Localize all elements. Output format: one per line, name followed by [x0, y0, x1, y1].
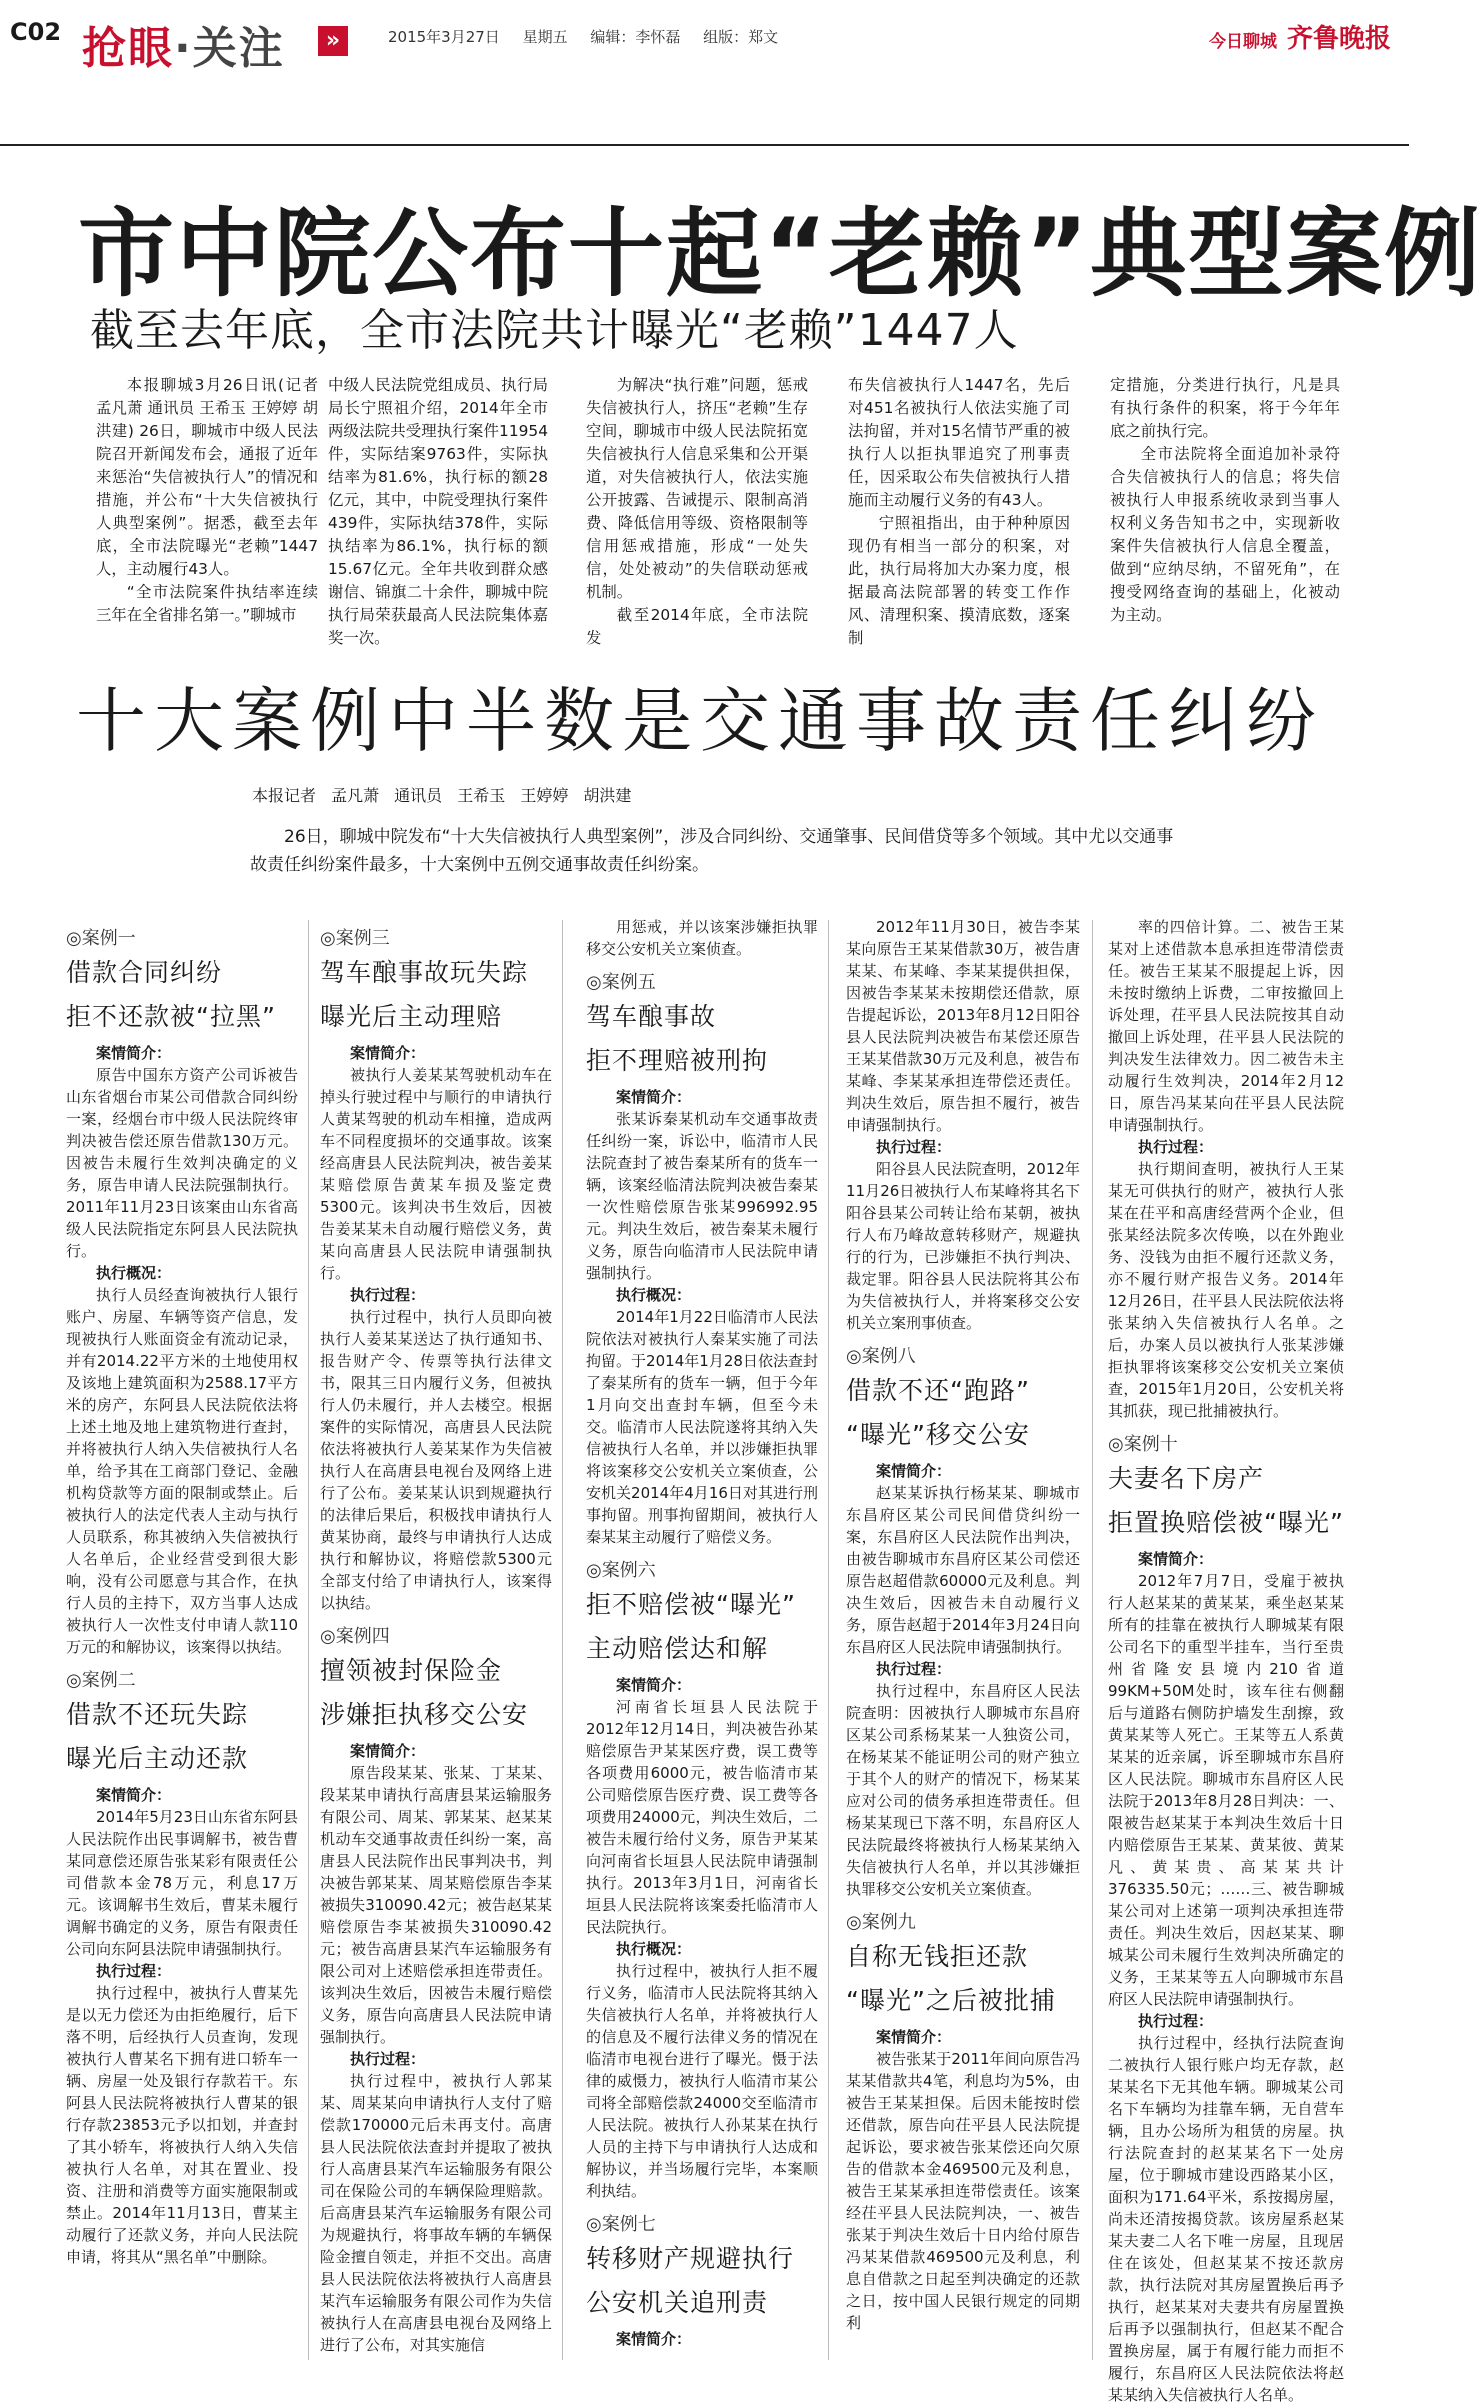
paragraph: 本报聊城3月26日讯(记者 孟凡萧 通讯员 王希玉 王婷婷 胡洪建) 26日，聊城市中级人民法院召开新闻发布会，通报了近年来惩治“失信被执行人”的情况和措施，并公布“十大失信被执行人典型案例”。据悉，截至去年底，全市法院曝光“老赖”1447人，主动履行43人。	[96, 376, 318, 578]
paragraph: 执行期间查明，被执行人王某某无可供执行的财产，被执行人张某在茌平和高唐经营两个企业，但张某经法院多次传唤，以在外跑业务、没钱为由拒不履行还款义务，亦不履行财产报告义务。2014年12月26日，茌平县人民法院依法将张某纳入失信被执行人名单。之后，办案人员以被执行人张某涉嫌拒执罪将该案移交公安机关立案侦查，2015年1月20日，公安机关将其抓获，现已批捕被执行。	[1108, 1160, 1344, 1420]
case-tag: ◎案例五	[586, 972, 656, 993]
paragraph: 宁照祖指出，由于种种原因现仍有相当一部分的积案，对此，执行局将加大办案力度，根据最高法院部署的转变工作作风、清理积案、摸清底数，逐案制	[848, 514, 1070, 647]
cases-column-4	[846, 916, 1080, 2371]
paragraph: 阳谷县人民法院查明，2012年11月26日被执行人布某峰将其名下阳谷县某公司转让给布某朝，被执行人布乃峰故意转移财产，规避执行的行为，已涉嫌拒不执行判决、裁定罪。阳谷县人民法院将其公布为失信被执行人，并将案移交公安机关立案刑事侦查。	[846, 1160, 1080, 1332]
case-label: 案情简介：	[96, 1044, 172, 1062]
case-label: 案情简介：	[616, 1088, 692, 1106]
section-2-headline: 十大案例中半数是交通事故责任纠纷	[76, 680, 1324, 762]
header-rule	[0, 144, 1409, 146]
intro-column-2	[328, 374, 548, 650]
case-label: 执行概况：	[616, 1286, 692, 1304]
case-label: 执行过程：	[876, 1138, 952, 1156]
case-title: 擅领被封保险金	[320, 1656, 503, 1685]
paragraph: 2014年5月23日山东省东阿县人民法院作出民事调解书，被告曹某同意偿还原告张某彩有限责任公司借款本金78万元，利息17万元。该调解书生效后，曹某未履行调解书确定的义务，原告有限责任公司向东阿县法院申请强制执行。	[66, 1808, 298, 1958]
paragraph: 布失信被执行人1447名，先后对451名被执行人依法实施了司法拘留，并对15名情节严重的被执行人以拒执罪追究了刑事责任，因采取公布失信被执行人措施而主动履行义务的有43人。	[848, 376, 1070, 509]
case-title: 借款不还“跑路”	[846, 1376, 1030, 1405]
case-label: 执行概况：	[96, 1264, 172, 1282]
case-title: 转移财产规避执行	[586, 2244, 795, 2273]
case-label: 案情简介：	[350, 1742, 426, 1760]
case-label: 案情简介：	[1138, 1550, 1214, 1568]
case-label: 案情简介：	[96, 1786, 172, 1804]
paragraph: 执行过程中，东昌府区人民法院查明：因被执行人聊城市东昌府区某公司系杨某某一人独资公司，在杨某某不能证明公司的财产独立于其个人的财产的情况下，杨某某应对公司的债务承担连带责任。但杨某某现已下落不明，东昌府区人民法院最终将被执行人杨某某纳入失信被执行人名单，并以其涉嫌拒执罪移交公安机关立案侦查。	[846, 1682, 1080, 1898]
case-title: 自称无钱拒还款	[846, 1942, 1029, 1971]
case-tag: ◎案例八	[846, 1346, 916, 1367]
column-rule	[1092, 920, 1093, 2360]
case-title: 拒不赔偿被“曝光”	[586, 1590, 796, 1619]
case-label: 执行概况：	[616, 1940, 692, 1958]
newspaper-brand	[1209, 18, 1391, 55]
page-header	[0, 0, 1409, 150]
section-name-dot: ·	[174, 23, 193, 74]
paragraph: 2012年7月7日，受雇于被执行人赵某某的黄某某，乘坐赵某某所有的挂靠在被执行人聊城某有限公司名下的重型半挂车，当行至贵州省隆安县境内210省道99KM+50M处时，该车往右侧翻后与道路右侧防护墙发生刮擦，致黄某某等人死亡。王某等五人系黄某某的近亲属，诉至聊城市东昌府区人民法院。聊城市东昌府区人民法院于2013年8月28日判决：一、限被告赵某某于本判决生效后十日内赔偿原告王某某、黄某彼、黄某凡、黄某贵、高某某共计376335.50元；……三、被告聊城某公司对上述第一项判决承担连带责任。判决生效后，因赵某某、聊城某公司未履行生效判决所确定的义务，王某某等五人向聊城市东昌府区人民法院申请强制执行。	[1108, 1572, 1344, 2008]
case-tag: ◎案例三	[320, 928, 390, 949]
section-2-byline: 本报记者 孟凡萧 通讯员 王希玉 王婷婷 胡洪建	[252, 786, 632, 805]
cases-column-3	[586, 916, 818, 2371]
case-title: 夫妻名下房产	[1108, 1464, 1265, 1493]
case-title: 涉嫌拒执移交公安	[320, 1700, 529, 1729]
paragraph: 中级人民法院党组成员、执行局局长宁照祖介绍，2014年全市两级法院共受理执行案件11954件，实际结案9763件，实际执结率为81.6%，执行标的额28亿元，其中，中院受理执行案件439件，实际执结378件，实际执结率为86.1%，执行标的额15.67亿元。全年共收到群众感谢信、锦旗二十余件，聊城中院执行局荣获最高人民法院集体嘉奖一次。	[328, 376, 548, 647]
case-title: 驾车酿事故	[586, 1002, 717, 1031]
cases-column-1	[66, 916, 298, 2371]
paragraph: 执行过程中，被执行人拒不履行义务，临清市人民法院将其纳入失信被执行人名单，并将被执行人的信息及不履行法律义务的情况在临清市电视台进行了曝光。慑于法律的威慑力，被执行人临清市某公司将全部赔偿款24000交至临清市人民法院。被执行人孙某某在执行人员的主持下与申请执行人达成和解协议，并当场履行完毕，本案顺利执结。	[586, 1962, 818, 2200]
cases-column-2	[320, 916, 552, 2371]
case-label: 案情简介：	[350, 1044, 426, 1062]
column-rule	[308, 920, 309, 2360]
intro-column-1	[96, 374, 318, 627]
paragraph: 被告张某于2011年间向原告冯某某借款共4笔，利息均为5%，由被告王某某担保。后因未能按时偿还借款，原告向茌平县人民法院提起诉讼，要求被告张某偿还向欠原告的借款本金469500元及利息，被告王某某承担连带偿责任。该案经茌平县人民法院判决，一、被告张某于判决生效后十日内给付原告冯某某借款469500元及利息，利息自借款之日起至判决确定的还款之日，按中国人民银行规定的同期利	[846, 2050, 1080, 2332]
case-label: 执行过程：	[1138, 2012, 1214, 2030]
paragraph: 执行过程中，执行人员即向被执行人姜某某送达了执行通知书、报告财产令、传票等执行法律文书，限其三日内履行义务，但被执行人仍未履行，并人去楼空。根据案件的实际情况，高唐县人民法院依法将被执行人姜某某作为失信被执行人在高唐县电视台及网络上进行了公布。姜某某认识到规避执行的法律后果后，积极找申请执行人黄某协商，最终与申请执行人达成执行和解协议，将赔偿款5300元全部支付给了申请执行人，该案得以执结。	[320, 1308, 552, 1612]
paragraph: 执行过程中，经执行法院查询二被执行人银行账户均无存款，赵某某名下无其他车辆。聊城某公司名下车辆均为挂靠车辆，无自营车辆，且办公场所为租赁的房屋。执行法院查封的赵某某名下一处房屋，位于聊城市建设西路某小区，面积为171.64平米，系按揭房屋，尚未还清按揭贷款。该房屋系赵某某夫妻二人名下唯一房屋，且现居住在该处，但赵某某不按还款房款，执行法院对其房屋置换后再予执行，赵某某对夫妻共有房屋置换后再予以强制执行，但赵某不配合置换房屋，属于有履行能力而拒不履行，东昌府区人民法院依法将赵某某纳入失信被执行人名单。	[1108, 2034, 1344, 2404]
paragraph: 河南省长垣县人民法院于2012年12月14日，判决被告孙某赔偿原告尹某某医疗费，误工费等各项费用6000元，被告临清市某公司赔偿原告医疗费、误工费等各项费用24000元，判决生效后，二被告未履行给付义务，原告尹某某向河南省长垣县人民法院申请强制执行。2013年3月1日，河南省长垣县人民法院将该案委托临清市人民法院执行。	[586, 1698, 818, 1936]
case-label: 执行过程：	[876, 1660, 952, 1678]
case-title: “曝光”移交公安	[846, 1420, 1030, 1449]
paragraph: 原告段某某、张某、丁某某、段某某申请执行高唐县某运输服务有限公司、周某、郭某某、赵某某机动车交通事故责任纠纷一案，高唐县人民法院作出民事判决书，判决被告郭某某、周某赔偿原告李某被损失310090.42元；被告赵某某赔偿原告李某被损失310090.42元；被告高唐县某汽车运输服务有限公司对上述赔偿承担连带责任。该判决生效后，因被告未履行赔偿义务，原告向高唐县人民法院申请强制执行。	[320, 1764, 552, 2046]
case-label: 案情简介：	[616, 2330, 692, 2348]
case-title: “曝光”之后被批捕	[846, 1986, 1056, 2015]
case-tag: ◎案例二	[66, 1670, 136, 1691]
section-2-lead: 26日，聊城中院发布“十大失信被执行人典型案例”，涉及合同纠纷、交通肇事、民间借贷等多个领域。其中尤以交通事故责任纠纷案件最多，十大案例中五例交通事故责任纠纷案。	[250, 827, 1174, 875]
issue-meta: 2015年3月27日 星期五 编辑：李怀磊 组版：郑文	[388, 28, 779, 46]
paragraph: 截至2014年底，全市法院发	[586, 606, 808, 647]
paragraph: 2014年1月22日临清市人民法院依法对被执行人秦某实施了司法拘留。于2014年1月28日依法查封了秦某所有的货车一辆，但于今年1月向交出查封车辆，但至今未交。临清市人民法院遂将其纳入失信被执行人名单，并以涉嫌拒执罪将该案移交公安机关立案侦查，公安机关2014年4月16日对其进行刑事拘留。刑事拘留期间，被执行人秦某某主动履行了赔偿义务。	[586, 1308, 818, 1546]
case-label: 执行过程：	[1138, 1138, 1214, 1156]
paragraph: 全市法院将全面追加补录符合失信被执行人的信息；将失信被执行人申报系统收录到当事人权利义务告知书之中，实现新收案件失信被执行人信息全覆盖，做到“应纳尽纳，不留死角”，在搜受网络查询的基础上，化被动为主动。	[1110, 445, 1340, 624]
paragraph: “全市法院案件执结率连续三年在全省排名第一。”聊城市	[96, 583, 318, 624]
paragraph: 被执行人姜某某驾驶机动车在掉头行驶过程中与顺行的申请执行人黄某驾驶的机动车相撞，造成两车不同程度损坏的交通事故。该案经高唐县人民法院判决，被告姜某某赔偿原告黄某车损及鉴定费5300元。该判决书生效后，因被告姜某某未自动履行赔偿义务，黄某向高唐县人民法院申请强制执行。	[320, 1066, 552, 1282]
case-label: 执行过程：	[350, 1286, 426, 1304]
case-tag: ◎案例九	[846, 1912, 916, 1933]
case-tag: ◎案例七	[586, 2214, 656, 2235]
main-headline: 市中院公布十起“老赖”典型案例	[78, 198, 1482, 310]
case-title: 拒不理赔被刑拘	[586, 1046, 769, 1075]
case-tag: ◎案例六	[586, 1560, 656, 1581]
paragraph: 张某诉秦某机动车交通事故责任纠纷一案，诉讼中，临清市人民法院查封了被告秦某所有的货车一辆，该案经临清法院判决被告秦某一次性赔偿原告张某996992.95元。判决生效后，被告秦某未履行义务，原告向临清市人民法院申请强制执行。	[586, 1110, 818, 1282]
case-label: 案情简介：	[876, 2028, 952, 2046]
case-label: 执行过程：	[350, 2050, 426, 2068]
case-tag: ◎案例一	[66, 928, 136, 949]
column-rule	[562, 920, 563, 2360]
case-title: 拒置换赔偿被“曝光”	[1108, 1508, 1344, 1537]
section-name-red: 抢眼	[82, 23, 174, 74]
cases-column-5	[1108, 916, 1344, 2404]
paragraph: 为解决“执行难”问题，惩戒失信被执行人，挤压“老赖”生存空间，聊城市中级人民法院拓宽失信被执行人信息采集和公开渠道，对失信被执行人，依法实施公开披露、告诫提示、限制高消费、降低信用等级、资格限制等信用惩戒措施，形成“一处失信，处处被动”的失信联动惩戒机制。	[586, 376, 808, 601]
paragraph: 执行过程中，被执行人曹某先是以无力偿还为由拒绝履行，后下落不明，后经执行人员查询，发现被执行人曹某名下拥有进口轿车一辆、房屋一处及银行存款若干。东阿县人民法院将被执行人曹某的银行存款23853元予以扣划，并查封了其小轿车，将被执行人纳入失信被执行人名单，对其在置业、投资、注册和消费等方面实施限制或禁止。2014年11月13日，曹某主动履行了还款义务，并向人民法院申请，将其从“黑名单”中删除。	[66, 1984, 298, 2266]
case-label: 执行过程：	[96, 1962, 172, 1980]
brand-city: 今日聊城	[1208, 32, 1277, 52]
paragraph: 原告中国东方资产公司诉被告山东省烟台市某公司借款合同纠纷一案，经烟台市中级人民法院终审判决被告偿还原告借款130万元。因被告未履行生效判决确定的义务，原告申请人民法院强制执行。2011年11月23日该案由山东省高级人民法院指定东阿县人民法院执行。	[66, 1066, 298, 1260]
intro-column-3	[586, 374, 808, 650]
paragraph: 赵某某诉执行杨某某、聊城市东昌府区某公司民间借贷纠纷一案，东昌府区人民法院作出判决，由被告聊城市东昌府区某公司偿还原告赵超借款60000元及利息。判决生效后，因被告未自动履行义务，原告赵超于2014年3月24日向东昌府区人民法院申请强制执行。	[846, 1484, 1080, 1656]
paragraph: 执行过程中，被执行人郭某某、周某某向申请执行人支付了赔偿款170000元后未再支付。高唐县人民法院依法查封并提取了被执行人高唐县某汽车运输服务有限公司在保险公司的车辆保险理赔款。后高唐县某汽车运输服务有限公司为规避执行，将事故车辆的车辆保险金擅自领走，并拒不交出。高唐县人民法院依法将被执行人高唐县某汽车运输服务有限公司作为失信被执行人在高唐县电视台及网络上进行了公布，对其实施信	[320, 2072, 552, 2354]
page-number: C02	[10, 18, 62, 46]
intro-column-5	[1110, 374, 1340, 627]
case-label: 案情简介：	[876, 1462, 952, 1480]
case-tag: ◎案例十	[1108, 1434, 1178, 1455]
case-title: 驾车酿事故玩失踪	[320, 958, 529, 987]
paragraph: 率的四倍计算。二、被告王某某对上述借款本息承担连带清偿责任。被告王某某不服提起上诉，因未按时缴纳上诉费，二审按撤回上诉处理，茌平县人民法院按其自动撤回上诉处理，茌平县人民法院的判决发生法律效力。因二被告未主动履行生效判决，2014年2月12日，原告冯某某向茌平县人民法院申请强制执行。	[1108, 918, 1344, 1134]
case-title: 拒不还款被“拉黑”	[66, 1002, 276, 1031]
paragraph: 用惩戒，并以该案涉嫌拒执罪移交公安机关立案侦查。	[586, 918, 818, 958]
case-title: 公安机关追刑责	[586, 2288, 769, 2317]
case-title: 曝光后主动理赔	[320, 1002, 503, 1031]
paragraph: 执行人员经查询被执行人银行账户、房屋、车辆等资产信息，发现被执行人账面资金有流动记录，并有2014.22平方米的土地使用权及该地上建筑面积为2588.17平方米的房产，东阿县人民法院依法将上述土地及地上建筑物进行查封，并将被执行人纳入失信被执行人名单，给予其在工商部门登记、金融机构贷款等方面的限制或禁止。后被执行人的法定代表人主动与执行人员联系，称其被纳入失信被执行人名单后，企业经营受到很大影响，没有公司愿意与其合作，在执行人员的主持下，双方当事人达成被执行人一次性支付申请人款110万元的和解协议，该案得以执结。	[66, 1286, 298, 1656]
case-title: 借款合同纠纷	[66, 958, 223, 987]
case-tag: ◎案例四	[320, 1626, 390, 1647]
case-title: 曝光后主动还款	[66, 1744, 249, 1773]
section-name	[82, 12, 285, 76]
case-title: 借款不还玩失踪	[66, 1700, 249, 1729]
section-name-gray: 关注	[192, 23, 285, 74]
brand-name: 齐鲁晚报	[1286, 24, 1391, 54]
case-label: 案情简介：	[616, 1676, 692, 1694]
paragraph: 2012年11月30日，被告李某某向原告王某某借款30万，被告唐某某、布某峰、李某某提供担保，因被告李某某未按期偿还借款，原告提起诉讼，2013年8月12日阳谷县人民法院判决被告布某偿还原告王某某借款30万元及利息，被告布某峰、李某某承担连带偿还责任。判决生效后，原告担不履行，被告申请强制执行。	[846, 918, 1080, 1134]
double-arrow-icon: »	[318, 26, 348, 56]
paragraph: 定措施，分类进行执行，凡是具有执行条件的积案，将于今年年底之前执行完。	[1110, 376, 1340, 440]
main-subhead: 截至去年底，全市法院共计曝光“老赖”1447人	[90, 305, 1019, 356]
intro-column-4	[848, 374, 1070, 650]
column-rule	[828, 920, 829, 2360]
case-title: 主动赔偿达和解	[586, 1634, 769, 1663]
